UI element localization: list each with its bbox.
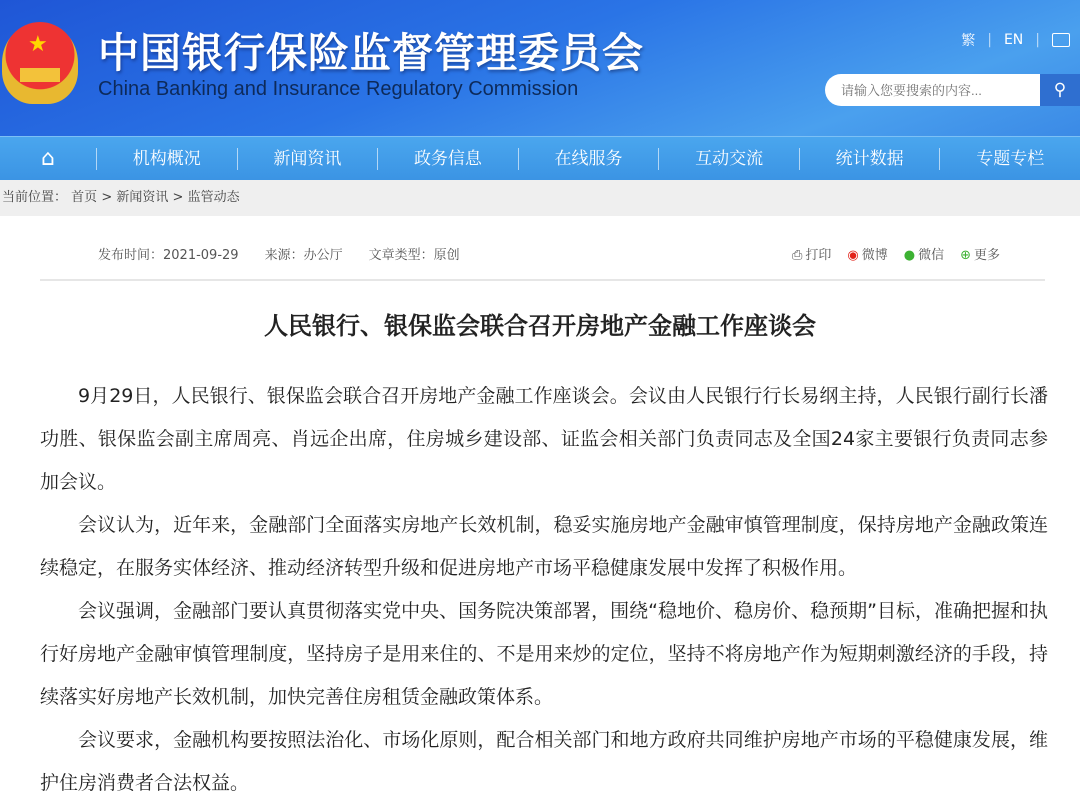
nav-item-gov-info[interactable]: 政务信息 <box>377 148 518 170</box>
nav-item-about[interactable]: 机构概况 <box>96 148 237 170</box>
nav-item-news[interactable]: 新闻资讯 <box>237 148 378 170</box>
breadcrumb <box>0 180 1080 216</box>
wechat-icon: ● <box>903 248 916 263</box>
breadcrumb-home[interactable]: 首页 <box>71 190 98 205</box>
breadcrumb-sep: > <box>172 190 184 205</box>
share-bar <box>792 244 1000 263</box>
lang-en-link[interactable]: EN <box>1003 32 1024 48</box>
printer-icon: ⎙ <box>791 248 803 263</box>
nav-item-interaction[interactable]: 互动交流 <box>658 148 799 170</box>
wechat-share-button[interactable]: ● 微信 <box>903 248 945 263</box>
publish-date: 发布时间：2021-09-29 <box>98 248 239 263</box>
search-icon: ⚲ <box>1053 80 1067 99</box>
article-body <box>40 375 1048 805</box>
article-paragraph: 会议强调，金融部门要认真贯彻落实党中央、国务院决策部署，围绕“稳地价、稳房价、稳预期”目标，准确把握和执行好房地产金融审慎管理制度，坚持房子是用来住的、不是用来炒的定位，坚持不将房地产作为短期刺激经济的手段，持续落实好房地产长效机制，加快完善住房租赁金融政策体系。 <box>40 600 1048 708</box>
nav-item-online-service[interactable]: 在线服务 <box>518 148 659 170</box>
article-paragraph: 9月29日，人民银行、银保监会联合召开房地产金融工作座谈会。会议由人民银行行长易纲主持，人民银行副行长潘功胜、银保监会副主席周亮、肖远企出席，住房城乡建设部、证监会相关部门负责同志及全国24家主要银行负责同志参加会议。 <box>40 385 1048 493</box>
search-input[interactable] <box>825 74 1040 106</box>
nav-item-statistics[interactable]: 统计数据 <box>799 148 940 170</box>
more-share-button[interactable]: ⊕ 更多 <box>960 248 1000 263</box>
nav-item-topics[interactable]: 专题专栏 <box>939 148 1080 170</box>
home-icon[interactable]: ⌂ <box>41 146 55 171</box>
national-emblem-logo: ★ <box>2 22 78 104</box>
site-title-cn: 中国银行保险监督管理委员会 <box>98 29 644 77</box>
lang-traditional-link[interactable]: 繁 <box>961 33 976 49</box>
divider: | <box>1035 32 1040 48</box>
weibo-icon: ◉ <box>847 248 859 263</box>
breadcrumb-sep: > <box>101 190 113 205</box>
breadcrumb-regulatory[interactable]: 监管动态 <box>187 190 240 205</box>
site-header <box>0 0 1080 136</box>
search-button[interactable] <box>1040 74 1080 106</box>
print-button[interactable]: ⎙ 打印 <box>791 248 832 263</box>
plus-circle-icon: ⊕ <box>960 248 971 263</box>
breadcrumb-news[interactable]: 新闻资讯 <box>116 190 169 205</box>
breadcrumb-label: 当前位置： <box>2 190 68 205</box>
main-nav <box>0 136 1080 180</box>
article-title: 人民银行、银保监会联合召开房地产金融工作座谈会 <box>264 312 816 340</box>
article-source: 来源：办公厅 <box>264 248 343 263</box>
article-type: 文章类型：原创 <box>368 248 460 263</box>
article-paragraph: 会议认为，近年来，金融部门全面落实房地产长效机制，稳妥实施房地产金融审慎管理制度，保持房地产金融政策连续稳定，在服务实体经济、推动经济转型升级和促进房地产市场平稳健康发展中发挥了积极作用。 <box>40 514 1048 579</box>
site-title-en: China Banking and Insurance Regulatory Commission <box>98 78 579 100</box>
article-meta <box>98 244 460 263</box>
mail-icon[interactable] <box>1052 33 1070 47</box>
weibo-share-button[interactable]: ◉ 微博 <box>847 248 888 263</box>
divider <box>40 279 1045 281</box>
search-bar <box>825 74 1080 106</box>
divider: | <box>987 32 992 48</box>
article-paragraph: 会议要求，金融机构要按照法治化、市场化原则，配合相关部门和地方政府共同维护房地产市场的平稳健康发展，维护住房消费者合法权益。 <box>40 729 1048 794</box>
